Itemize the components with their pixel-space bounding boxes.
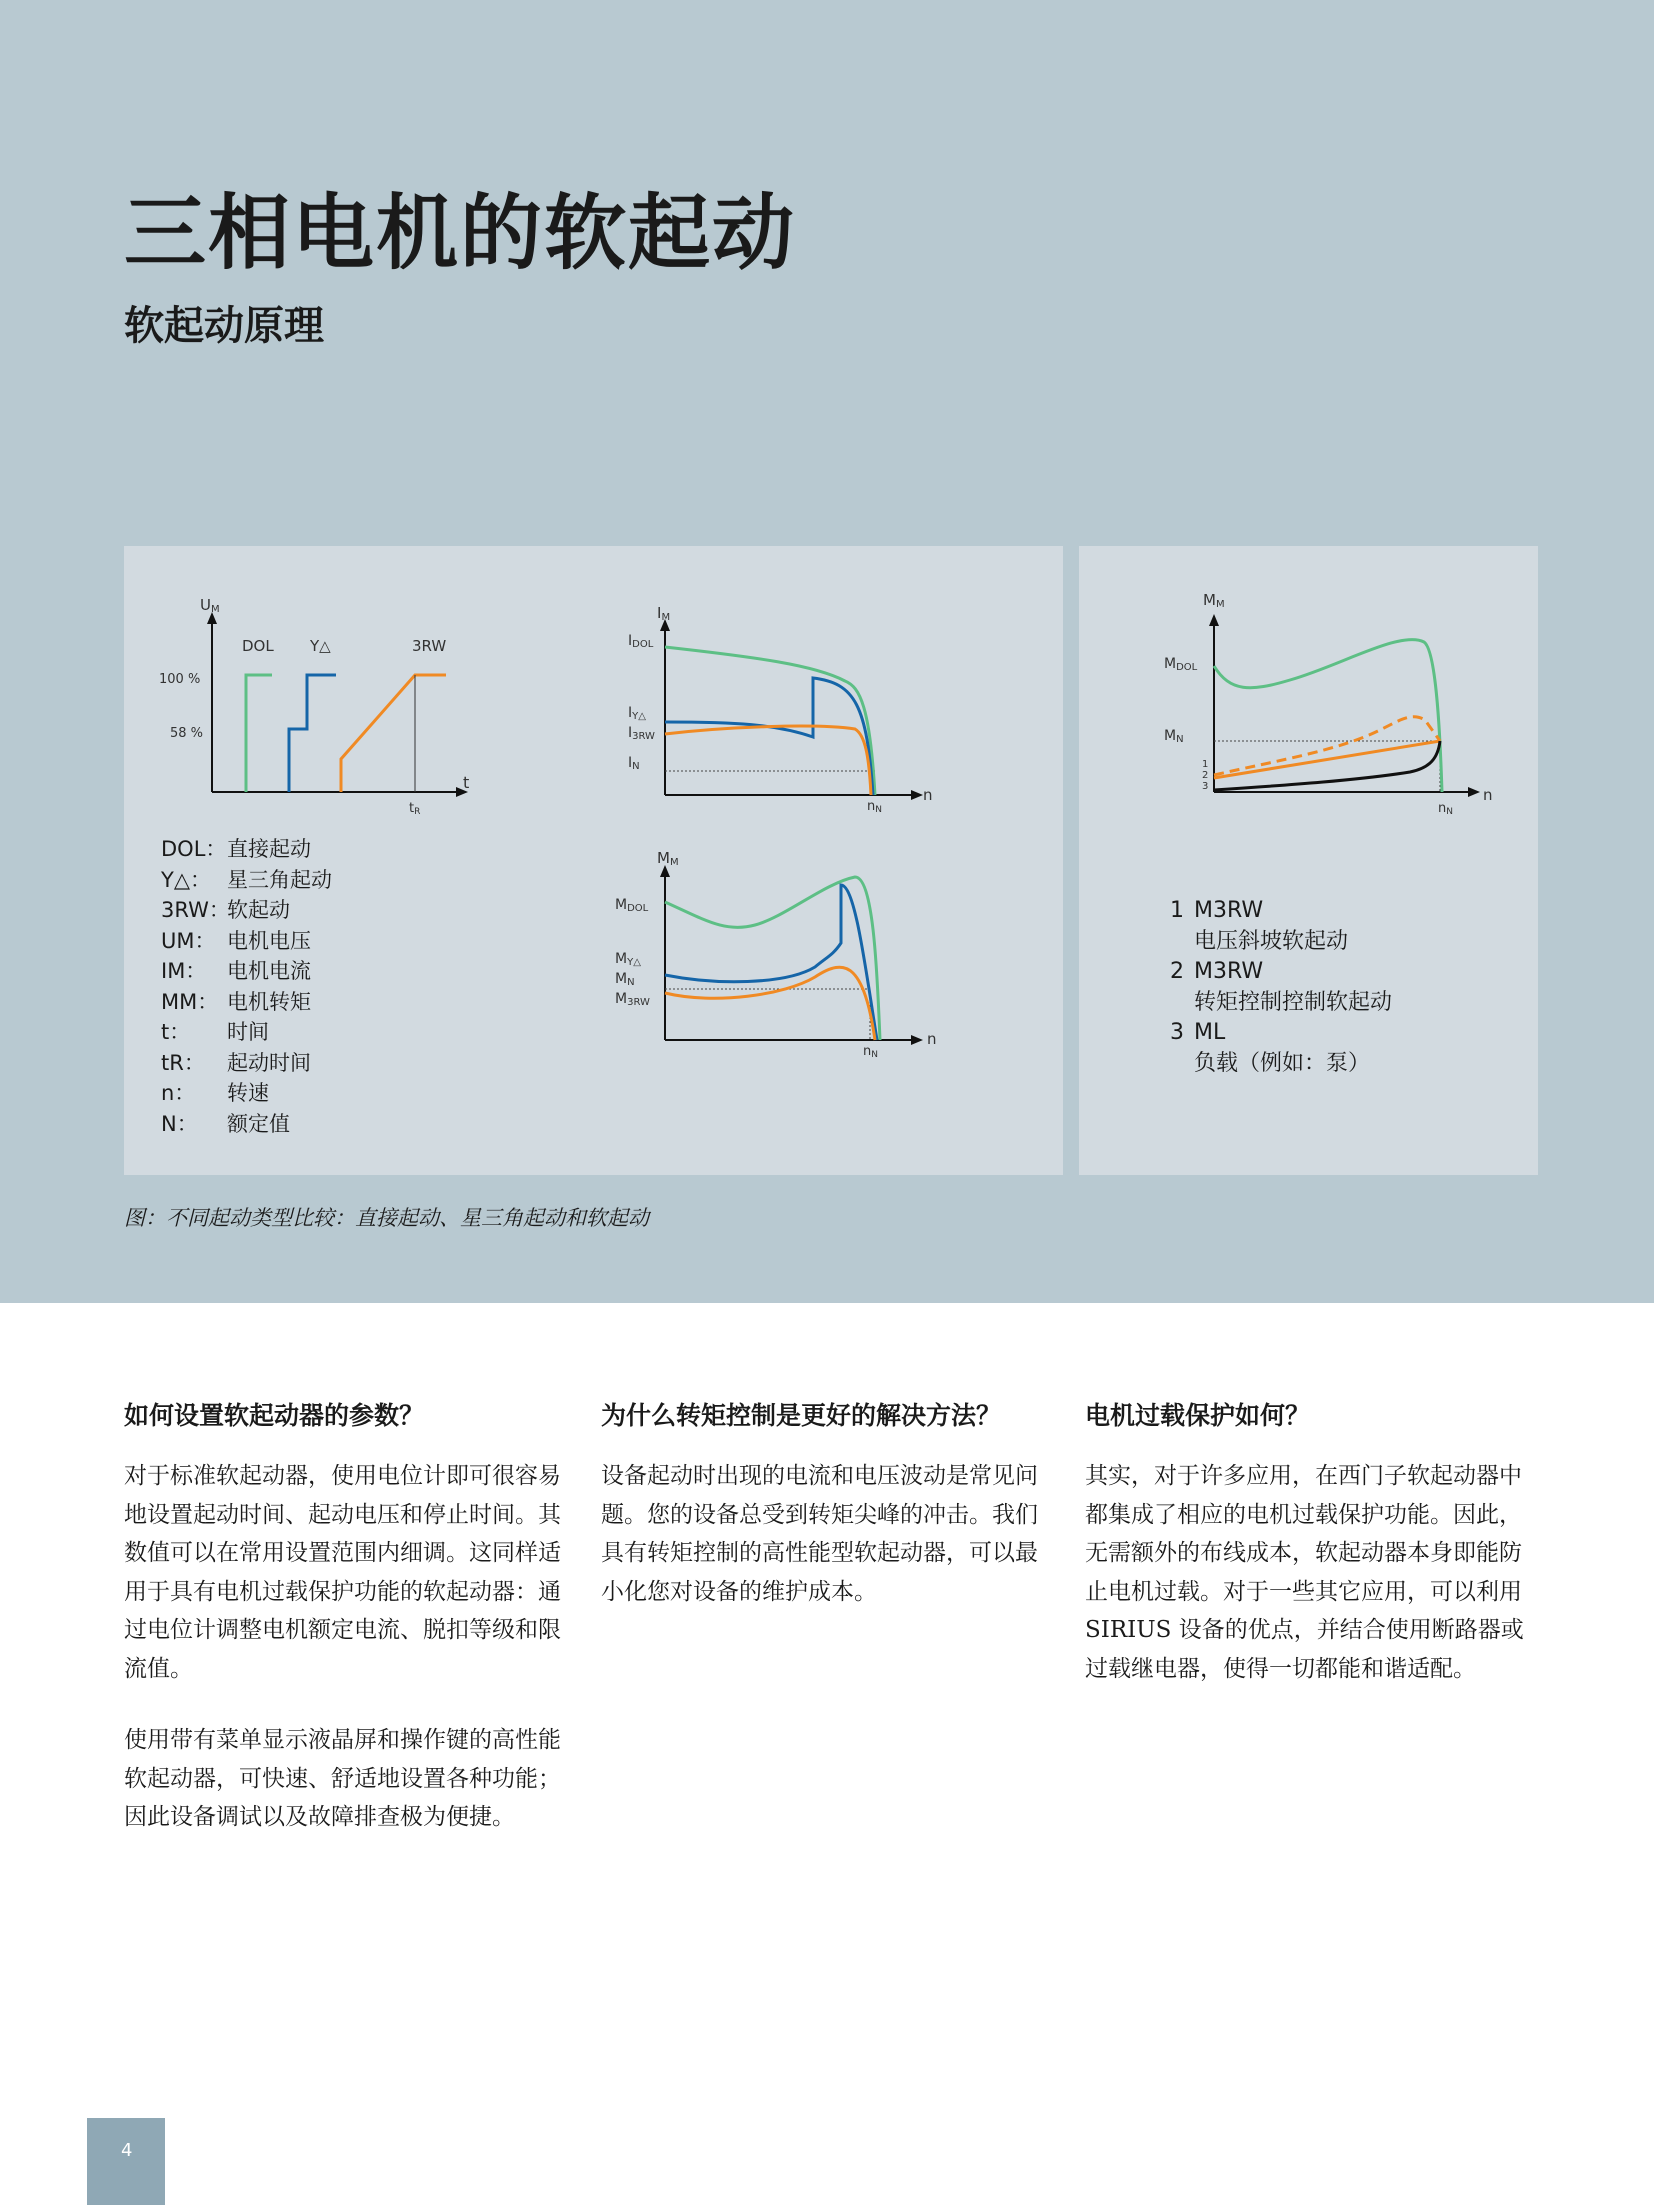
legend-row [1170,957,1392,988]
soft-start-torque-curve [665,967,875,1040]
label-istar: IY△ [628,705,646,722]
legend-symbol: ML [1194,1020,1226,1045]
column-overload-protection [1085,1396,1535,1721]
x-axis-label: t [463,773,470,792]
soft-start-voltage-line [341,675,446,792]
legend-value: 直接起动 [227,837,311,861]
label-mdol: MDOL [615,897,649,914]
column-heading: 为什么转矩控制是更好的解决方法？ [601,1401,1002,1430]
label-mn: MN [1164,728,1184,745]
y-axis-label: IM [657,604,671,623]
legend-row [161,1109,332,1140]
legend-row [161,987,332,1018]
tick-58: 58 % [170,726,204,741]
label-3: 3 [1202,781,1209,792]
legend-value: 起动时间 [227,1050,311,1075]
legend-value: 软起动 [227,898,290,922]
tr-label: tR [409,801,421,817]
voltage-chart [150,590,490,830]
page-title: 三相电机的软起动 [124,186,797,281]
legend-row [161,834,332,865]
legend-value: 星三角起动 [227,867,332,892]
legend-value: 时间 [227,1020,269,1044]
label-idol: IDOL [628,633,654,650]
legend-row [161,926,332,957]
y-axis-arrow-icon [1209,614,1219,626]
series-label-dol: DOL [242,637,274,655]
column-paragraph: 对于标准软起动器，使用电位计即可很容易地设置起动时间、起动电压和停止时间。其数值可以在常用设置范围内细调。这同样适用于具有电机过载保护功能的软起动器：通过电位计调整电机额定电流、脱扣等级和限流值。 [124,1463,561,1682]
legend-key: 3RW： [161,898,230,922]
x-axis-label: n [1483,786,1493,804]
right-legend [1170,896,1392,1079]
legend-key: UM： [161,928,216,953]
legend-description: 电压斜坡软起动 [1194,928,1349,954]
legend-row [161,956,332,987]
legend-value: 电机电流 [227,959,311,983]
x-axis-label: n [927,1030,937,1048]
dol-torque-curve [665,877,880,1040]
column-heading: 电机过载保护如何？ [1085,1401,1311,1430]
diagram-legend [161,834,332,1139]
figure-caption: 图：不同起动类型比较：直接起动、星三角起动和软起动 [124,1206,649,1230]
label-i3rw: I3RW [628,725,655,742]
star-delta-voltage-line [289,675,336,792]
x-axis-label: n [923,786,933,804]
x-axis-arrow-icon [911,1035,923,1045]
legend-row [161,1017,332,1048]
current-chart [615,595,955,825]
label-1: 1 [1202,759,1209,770]
legend-value: 转速 [227,1081,269,1105]
label-mstar: MY△ [615,951,641,968]
x-axis-arrow-icon [911,790,923,800]
series-label-star-delta: Y△ [310,637,331,655]
y-axis-label: MM [1203,591,1225,610]
legend-row [1170,896,1392,927]
label-mdol: MDOL [1164,656,1198,673]
legend-row [161,1078,332,1109]
legend-number: 3 [1170,1020,1184,1045]
column-parameters [124,1396,574,1870]
series-label-3rw: 3RW [412,637,447,655]
legend-key: Y△： [161,867,211,892]
x-axis-arrow-icon [1468,787,1480,797]
label-mn: MN [615,971,635,988]
legend-value: 电机电压 [227,928,311,953]
legend-value: 额定值 [227,1111,290,1136]
legend-row [161,865,332,896]
legend-number: 1 [1170,898,1184,923]
torque-chart [615,845,955,1065]
legend-row [161,895,332,926]
y-axis-label: MM [657,849,679,868]
column-paragraph: 使用带有菜单显示液晶屏和操作键的高性能软起动器，可快速、舒适地设置各种功能；因此设备调试以及故障排查极为便捷。 [124,1727,561,1830]
page-number-box [87,2118,165,2205]
legend-symbol: M3RW [1194,959,1264,984]
column-heading: 如何设置软起动器的参数？ [124,1401,425,1430]
legend-key: n： [161,1081,196,1105]
dol-voltage-line [246,675,272,792]
label-m3rw: M3RW [615,991,650,1008]
column-paragraph: 其实，对于许多应用，在西门子软起动器中都集成了相应的电机过载保护功能。因此，无需额外的布线成本，软起动器本身即能防止电机过载。对于一些其它应用，可以利用 SIRIUS 设备的优点，并结合使用断路器或过载继电器，使得一切都能和谐适配。 [1085,1463,1524,1682]
legend-key: MM： [161,989,219,1014]
nn-label: nN [863,1044,878,1060]
dol-torque-curve [1214,640,1442,792]
legend-row [161,1048,332,1079]
legend-row [1170,1018,1392,1049]
nn-label: nN [1438,801,1453,817]
tick-100: 100 % [159,672,201,687]
label-2: 2 [1202,770,1209,781]
legend-key: tR： [161,1050,205,1075]
label-in: IN [628,755,640,772]
legend-key: t： [161,1020,191,1044]
page-number: 4 [121,2140,133,2161]
legend-value: 电机转矩 [227,989,311,1014]
column-torque-control [601,1396,1051,1644]
y-axis-label: UM [200,596,220,615]
column-paragraph: 设备起动时出现的电流和电压波动是常见问题。您的设备总受到转矩尖峰的冲击。我们具有转矩控制的高性能型软起动器，可以最小化您对设备的维护成本。 [601,1463,1038,1605]
legend-key: N： [161,1111,198,1136]
star-delta-current-curve [665,678,873,795]
nn-label: nN [867,799,882,815]
legend-number: 2 [1170,959,1184,984]
legend-key: DOL： [161,837,227,861]
load-torque-chart [1150,580,1520,830]
star-delta-torque-curve [665,885,877,1040]
soft-start-current-curve [665,726,871,795]
legend-description: 负载（例如：泵） [1194,1050,1371,1076]
legend-description: 转矩控制控制软起动 [1194,989,1393,1015]
page-subtitle: 软起动原理 [124,303,324,349]
legend-key: IM： [161,959,207,983]
legend-symbol: M3RW [1194,898,1264,923]
